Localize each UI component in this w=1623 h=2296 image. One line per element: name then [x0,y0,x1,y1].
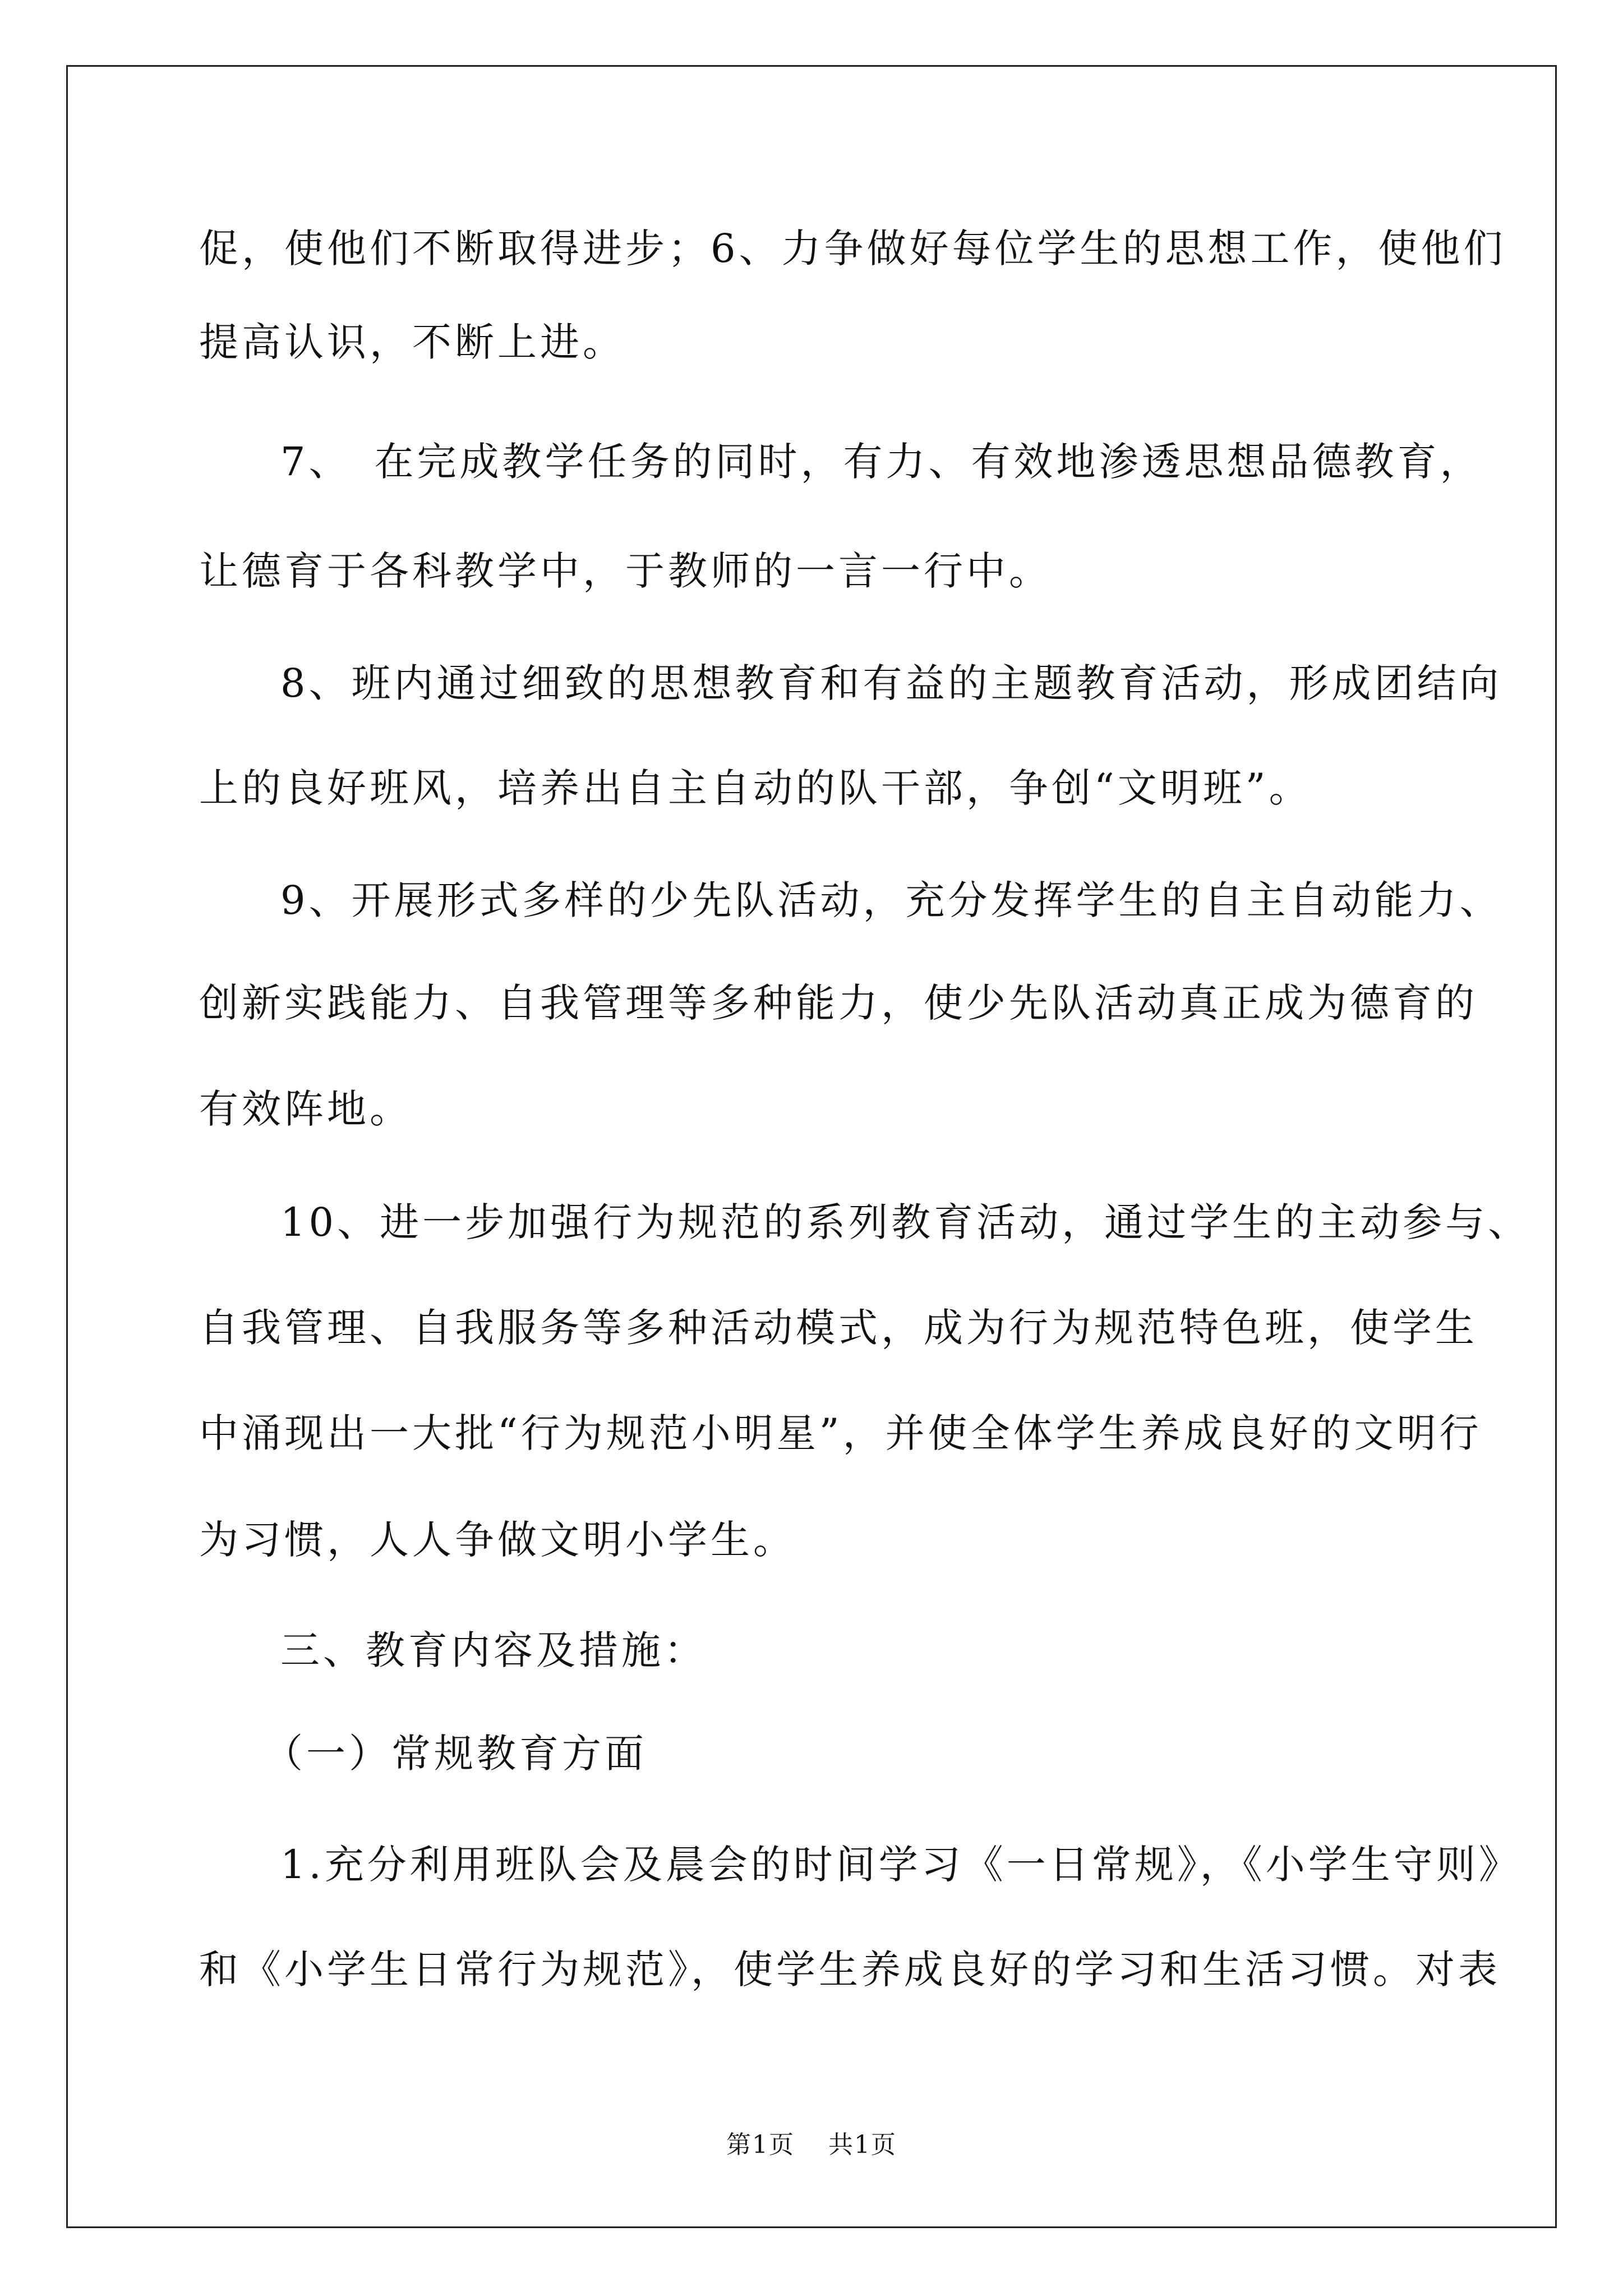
text-line: 创新实践能力、自我管理等多种能力，使少先队活动真正成为德育的 [199,980,1478,1026]
text-line: 为习惯，人人争做文明小学生。 [199,1517,796,1563]
text-line: 上的良好班风，培养出自主自动的队干部，争创“文明班”。 [199,765,1312,811]
text-line: 7、 在完成教学任务的同时，有力、有效地渗透思想品德教育， [280,439,1483,485]
page-total: 共1页 [828,2131,897,2159]
text-line: 10、进一步加强行为规范的系列教育活动，通过学生的主动参与、 [280,1199,1531,1245]
text-line: 促，使他们不断取得进步；6、力争做好每位学生的思想工作，使他们 [199,226,1506,272]
subsection-heading: （一）常规教育方面 [264,1731,647,1777]
text-line: 1.充分利用班队会及晨会的时间学习《一日常规》，《小学生守则》 [280,1842,1521,1888]
text-line: 8、班内通过细致的思想教育和有益的主题教育活动，形成团结向 [280,660,1502,706]
page-footer [0,2129,1623,2161]
text-line: 有效阵地。 [199,1086,412,1132]
text-line: 提高认识，不断上进。 [199,319,625,365]
page-number: 第1页 [726,2131,795,2159]
text-line: 自我管理、自我服务等多种活动模式，成为行为规范特色班，使学生 [199,1305,1478,1351]
text-line: 让德育于各科教学中，于教师的一言一行中。 [199,548,1052,594]
section-heading: 三、教育内容及措施： [280,1627,707,1673]
text-line: 中涌现出一大批“行为规范小明星”，并使全体学生养成良好的文明行 [199,1410,1482,1456]
text-line: 和《小学生日常行为规范》，使学生养成良好的学习和生活习惯。对表 [199,1947,1501,1993]
page-frame [66,65,1557,2228]
text-line: 9、开展形式多样的少先队活动，充分发挥学生的自主自动能力、 [280,877,1502,923]
